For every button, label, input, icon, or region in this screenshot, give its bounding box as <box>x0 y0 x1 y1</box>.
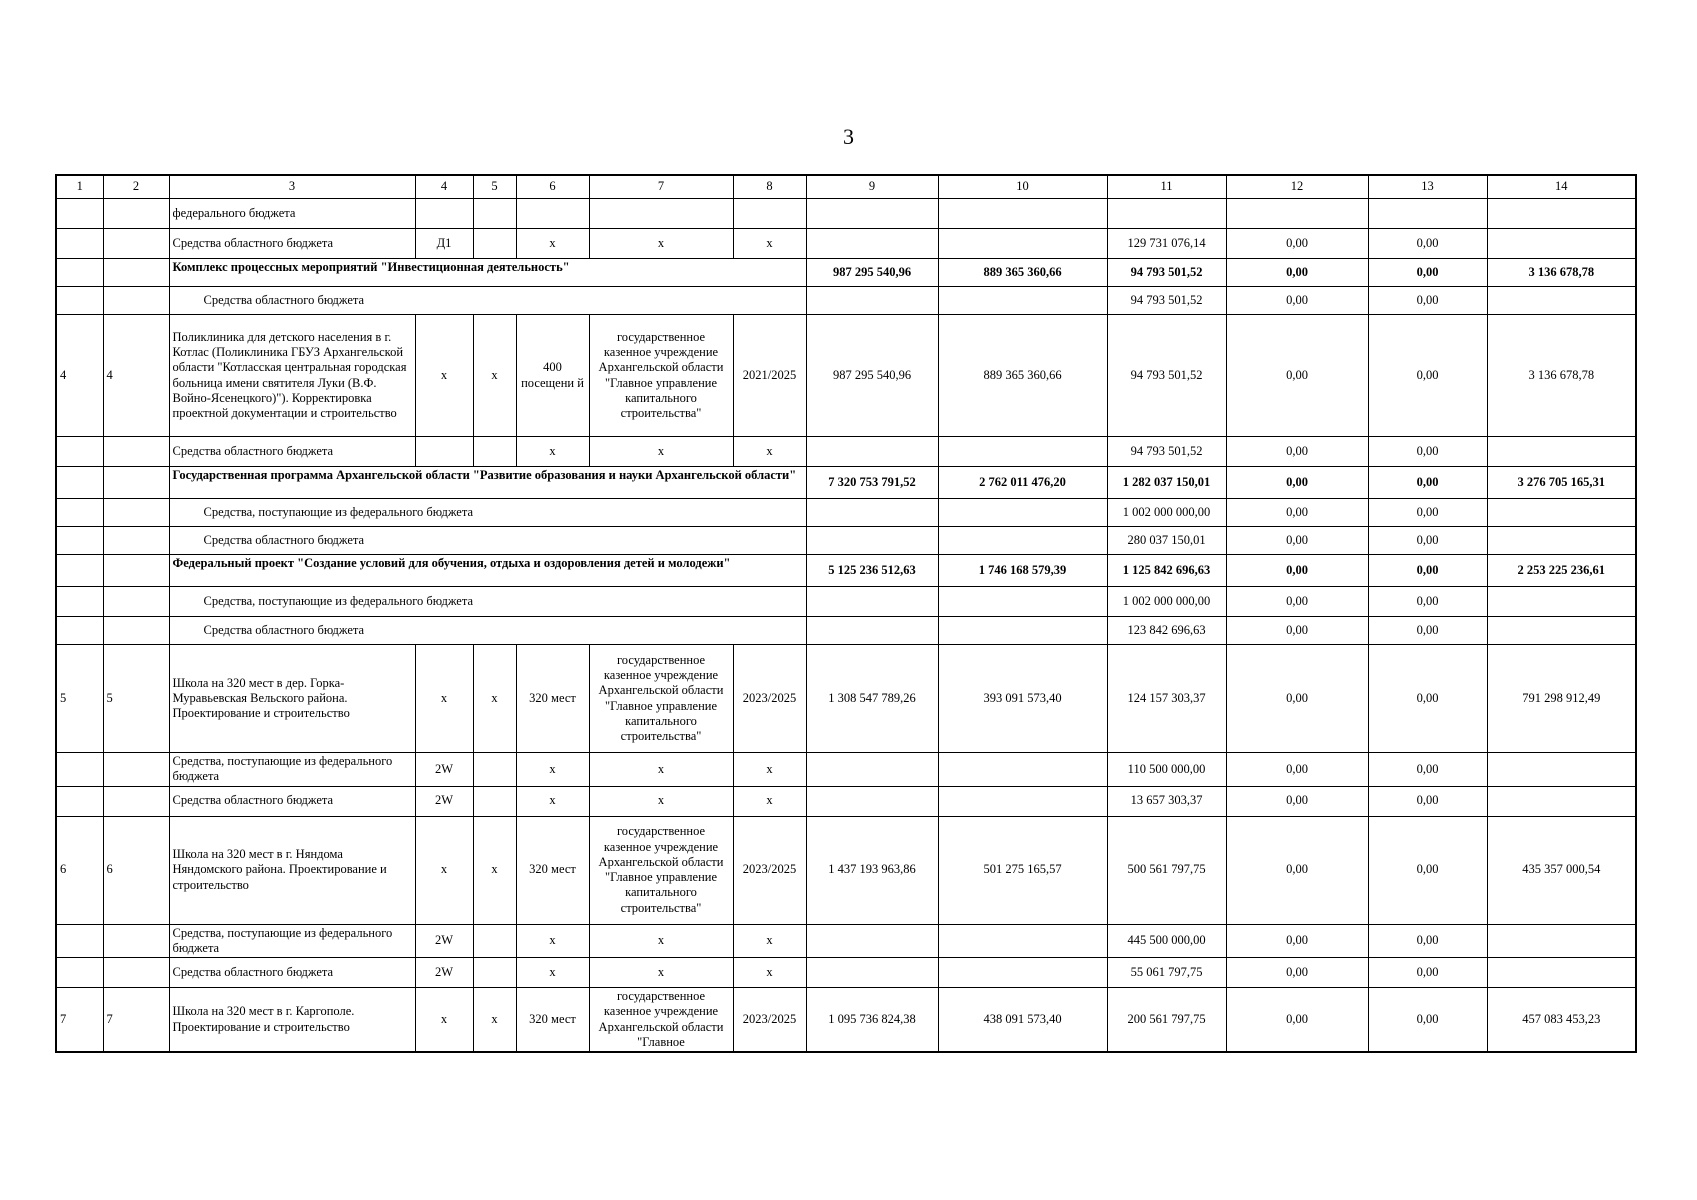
amount-2024: 280 037 150,01 <box>1107 527 1226 555</box>
row-code-cell <box>103 259 169 287</box>
amount-2026: 0,00 <box>1368 988 1487 1053</box>
row-number-cell <box>56 924 103 958</box>
section-title: Государственная программа Архангельской области "Развитие образования и науки Архангельской области" <box>169 467 806 499</box>
code-cell <box>415 437 473 467</box>
period-cell: 2023/2025 <box>733 816 806 924</box>
funding-source-label: Средства областного бюджета <box>169 617 806 645</box>
estimated-cost: 1 308 547 789,26 <box>806 645 938 753</box>
period-cell: х <box>733 437 806 467</box>
amount-2026: 0,00 <box>1368 527 1487 555</box>
mark-cell: х <box>473 988 516 1053</box>
funded-amount: 889 365 360,66 <box>938 315 1107 437</box>
funding-source-label: Средства областного бюджета <box>169 527 806 555</box>
amount-2024: 94 793 501,52 <box>1107 259 1226 287</box>
funded-amount: 438 091 573,40 <box>938 988 1107 1053</box>
amount-2024: 1 002 000 000,00 <box>1107 499 1226 527</box>
column-header-row <box>56 175 1636 199</box>
amount-2026: 0,00 <box>1368 287 1487 315</box>
capacity-cell <box>516 199 589 229</box>
row-number-cell: 5 <box>56 645 103 753</box>
customer-cell: х <box>589 753 733 787</box>
row-code-cell <box>103 924 169 958</box>
object-name: Школа на 320 мест в г. Каргополе. Проектирование и строительство <box>169 988 415 1053</box>
customer-cell: х <box>589 786 733 816</box>
code-cell: х <box>415 315 473 437</box>
amount-2026: 0,00 <box>1368 958 1487 988</box>
row-code-cell: 5 <box>103 645 169 753</box>
remaining-cost <box>1487 617 1636 645</box>
funded-amount: 393 091 573,40 <box>938 645 1107 753</box>
amount-2026: 0,00 <box>1368 924 1487 958</box>
row-code-cell: 4 <box>103 315 169 437</box>
period-cell: х <box>733 924 806 958</box>
row-number-cell <box>56 467 103 499</box>
estimated-cost: 987 295 540,96 <box>806 315 938 437</box>
amount-2024: 500 561 797,75 <box>1107 816 1226 924</box>
amount-2024: 94 793 501,52 <box>1107 315 1226 437</box>
period-cell: х <box>733 786 806 816</box>
capacity-cell: 400 посещени й <box>516 315 589 437</box>
amount-2025: 0,00 <box>1226 753 1368 787</box>
table-row <box>56 587 1636 617</box>
capacity-cell: 320 мест <box>516 988 589 1053</box>
funded-amount <box>938 199 1107 229</box>
page-number: 3 <box>843 124 854 149</box>
customer-cell: х <box>589 958 733 988</box>
remaining-cost <box>1487 229 1636 259</box>
amount-2026: 0,00 <box>1368 786 1487 816</box>
column-header: 9 <box>806 175 938 199</box>
mark-cell <box>473 199 516 229</box>
funded-amount: 1 746 168 579,39 <box>938 555 1107 587</box>
amount-2025: 0,00 <box>1226 527 1368 555</box>
column-header: 2 <box>103 175 169 199</box>
row-number-cell <box>56 958 103 988</box>
funding-source-label: Средства областного бюджета <box>169 437 415 467</box>
capacity-cell: х <box>516 924 589 958</box>
table-row <box>56 645 1636 753</box>
estimated-cost <box>806 786 938 816</box>
amount-2024: 123 842 696,63 <box>1107 617 1226 645</box>
remaining-cost: 2 253 225 236,61 <box>1487 555 1636 587</box>
estimated-cost <box>806 617 938 645</box>
remaining-cost <box>1487 527 1636 555</box>
column-header: 10 <box>938 175 1107 199</box>
period-cell: х <box>733 753 806 787</box>
section-title: Федеральный проект "Создание условий для обучения, отдыха и оздоровления детей и молодежи" <box>169 555 806 587</box>
funded-amount <box>938 229 1107 259</box>
funded-amount <box>938 958 1107 988</box>
code-cell: 2W <box>415 924 473 958</box>
amount-2025: 0,00 <box>1226 437 1368 467</box>
customer-cell: х <box>589 229 733 259</box>
customer-cell: государственное казенное учреждение Архангельской области "Главное управление капитального строительства" <box>589 315 733 437</box>
section-title: Комплекс процессных мероприятий "Инвестиционная деятельность" <box>169 259 806 287</box>
code-cell: х <box>415 816 473 924</box>
table-row <box>56 527 1636 555</box>
code-cell: х <box>415 988 473 1053</box>
amount-2024: 13 657 303,37 <box>1107 786 1226 816</box>
table-row <box>56 437 1636 467</box>
row-number-cell: 4 <box>56 315 103 437</box>
row-code-cell <box>103 958 169 988</box>
amount-2026: 0,00 <box>1368 555 1487 587</box>
amount-2025: 0,00 <box>1226 924 1368 958</box>
amount-2026 <box>1368 199 1487 229</box>
table-row <box>56 229 1636 259</box>
row-code-cell <box>103 527 169 555</box>
row-code-cell <box>103 287 169 315</box>
row-code-cell <box>103 753 169 787</box>
row-number-cell <box>56 555 103 587</box>
amount-2024: 445 500 000,00 <box>1107 924 1226 958</box>
row-number-cell <box>56 437 103 467</box>
amount-2026: 0,00 <box>1368 229 1487 259</box>
remaining-cost: 791 298 912,49 <box>1487 645 1636 753</box>
code-cell <box>415 199 473 229</box>
period-cell: х <box>733 229 806 259</box>
code-cell: 2W <box>415 753 473 787</box>
period-cell: 2023/2025 <box>733 988 806 1053</box>
amount-2025: 0,00 <box>1226 555 1368 587</box>
amount-2025: 0,00 <box>1226 958 1368 988</box>
row-number-cell <box>56 199 103 229</box>
table-row <box>56 786 1636 816</box>
table-row <box>56 617 1636 645</box>
remaining-cost: 435 357 000,54 <box>1487 816 1636 924</box>
amount-2024: 200 561 797,75 <box>1107 988 1226 1053</box>
amount-2025 <box>1226 199 1368 229</box>
customer-cell: государственное казенное учреждение Архангельской области "Главное управление капитального строительства" <box>589 816 733 924</box>
row-number-cell <box>56 753 103 787</box>
amount-2024 <box>1107 199 1226 229</box>
row-code-cell <box>103 786 169 816</box>
amount-2026: 0,00 <box>1368 437 1487 467</box>
table-row <box>56 988 1636 1053</box>
estimated-cost <box>806 527 938 555</box>
funding-source-label: федерального бюджета <box>169 199 415 229</box>
column-header: 5 <box>473 175 516 199</box>
amount-2025: 0,00 <box>1226 645 1368 753</box>
remaining-cost <box>1487 199 1636 229</box>
row-code-cell: 6 <box>103 816 169 924</box>
funding-source-label: Средства областного бюджета <box>169 287 806 315</box>
column-header: 3 <box>169 175 415 199</box>
estimated-cost <box>806 229 938 259</box>
object-name: Школа на 320 мест в г. Няндома Няндомского района. Проектирование и строительство <box>169 816 415 924</box>
remaining-cost <box>1487 753 1636 787</box>
table-row <box>56 499 1636 527</box>
row-number-cell <box>56 259 103 287</box>
mark-cell <box>473 437 516 467</box>
table-row <box>56 259 1636 287</box>
code-cell: 2W <box>415 786 473 816</box>
capacity-cell: х <box>516 753 589 787</box>
customer-cell: х <box>589 924 733 958</box>
funding-source-label: Средства областного бюджета <box>169 786 415 816</box>
mark-cell <box>473 753 516 787</box>
column-header: 13 <box>1368 175 1487 199</box>
table-row <box>56 199 1636 229</box>
table-row <box>56 315 1636 437</box>
amount-2026: 0,00 <box>1368 499 1487 527</box>
amount-2025: 0,00 <box>1226 259 1368 287</box>
estimated-cost <box>806 199 938 229</box>
mark-cell <box>473 924 516 958</box>
funded-amount: 2 762 011 476,20 <box>938 467 1107 499</box>
mark-cell: х <box>473 315 516 437</box>
amount-2025: 0,00 <box>1226 467 1368 499</box>
table-row <box>56 958 1636 988</box>
estimated-cost <box>806 753 938 787</box>
amount-2026: 0,00 <box>1368 816 1487 924</box>
amount-2025: 0,00 <box>1226 988 1368 1053</box>
estimated-cost: 7 320 753 791,52 <box>806 467 938 499</box>
funding-source-label: Средства областного бюджета <box>169 958 415 988</box>
row-code-cell <box>103 499 169 527</box>
row-number-cell <box>56 527 103 555</box>
amount-2024: 124 157 303,37 <box>1107 645 1226 753</box>
mark-cell <box>473 786 516 816</box>
code-cell: Д1 <box>415 229 473 259</box>
row-number-cell <box>56 499 103 527</box>
row-number-cell <box>56 786 103 816</box>
estimated-cost: 987 295 540,96 <box>806 259 938 287</box>
remaining-cost <box>1487 499 1636 527</box>
customer-cell <box>589 199 733 229</box>
amount-2026: 0,00 <box>1368 617 1487 645</box>
amount-2026: 0,00 <box>1368 753 1487 787</box>
amount-2025: 0,00 <box>1226 229 1368 259</box>
row-code-cell <box>103 199 169 229</box>
amount-2025: 0,00 <box>1226 499 1368 527</box>
table-row <box>56 555 1636 587</box>
funding-source-label: Средства областного бюджета <box>169 229 415 259</box>
amount-2025: 0,00 <box>1226 315 1368 437</box>
estimated-cost <box>806 924 938 958</box>
column-header: 14 <box>1487 175 1636 199</box>
mark-cell: х <box>473 816 516 924</box>
row-number-cell <box>56 229 103 259</box>
estimated-cost <box>806 958 938 988</box>
amount-2026: 0,00 <box>1368 467 1487 499</box>
row-code-cell: 7 <box>103 988 169 1053</box>
row-code-cell <box>103 437 169 467</box>
mark-cell: х <box>473 645 516 753</box>
row-number-cell <box>56 587 103 617</box>
remaining-cost: 457 083 453,23 <box>1487 988 1636 1053</box>
amount-2025: 0,00 <box>1226 816 1368 924</box>
column-header: 8 <box>733 175 806 199</box>
funded-amount <box>938 587 1107 617</box>
estimated-cost: 5 125 236 512,63 <box>806 555 938 587</box>
estimated-cost: 1 437 193 963,86 <box>806 816 938 924</box>
remaining-cost <box>1487 958 1636 988</box>
row-number-cell <box>56 287 103 315</box>
funding-source-label: Средства, поступающие из федерального бюджета <box>169 499 806 527</box>
column-header: 1 <box>56 175 103 199</box>
mark-cell <box>473 958 516 988</box>
amount-2024: 110 500 000,00 <box>1107 753 1226 787</box>
code-cell: 2W <box>415 958 473 988</box>
column-header: 11 <box>1107 175 1226 199</box>
amount-2026: 0,00 <box>1368 315 1487 437</box>
remaining-cost <box>1487 786 1636 816</box>
estimated-cost <box>806 437 938 467</box>
amount-2024: 55 061 797,75 <box>1107 958 1226 988</box>
table-row <box>56 467 1636 499</box>
period-cell: 2021/2025 <box>733 315 806 437</box>
amount-2025: 0,00 <box>1226 786 1368 816</box>
row-number-cell <box>56 617 103 645</box>
estimated-cost: 1 095 736 824,38 <box>806 988 938 1053</box>
amount-2024: 94 793 501,52 <box>1107 437 1226 467</box>
capacity-cell: 320 мест <box>516 816 589 924</box>
table-row <box>56 924 1636 958</box>
capacity-cell: х <box>516 958 589 988</box>
funded-amount <box>938 499 1107 527</box>
mark-cell <box>473 229 516 259</box>
remaining-cost: 3 136 678,78 <box>1487 315 1636 437</box>
column-header: 4 <box>415 175 473 199</box>
customer-cell: х <box>589 437 733 467</box>
column-header: 12 <box>1226 175 1368 199</box>
customer-cell: государственное казенное учреждение Архангельской области "Главное <box>589 988 733 1053</box>
object-name: Поликлиника для детского населения в г. Котлас (Поликлиника ГБУЗ Архангельской области "Котласская центральная городская больница имени святителя Луки (В.Ф. Войно-Ясенецкого)"). Корректировка проектной документации и строительство <box>169 315 415 437</box>
column-header: 7 <box>589 175 733 199</box>
remaining-cost: 3 276 705 165,31 <box>1487 467 1636 499</box>
object-name: Школа на 320 мест в дер. Горка-Муравьевская Вельского района. Проектирование и строительство <box>169 645 415 753</box>
row-code-cell <box>103 555 169 587</box>
funded-amount <box>938 617 1107 645</box>
row-number-cell: 6 <box>56 816 103 924</box>
funding-source-label: Средства, поступающие из федерального бюджета <box>169 587 806 617</box>
estimated-cost <box>806 587 938 617</box>
capacity-cell: 320 мест <box>516 645 589 753</box>
funded-amount <box>938 786 1107 816</box>
funded-amount <box>938 924 1107 958</box>
capacity-cell: х <box>516 229 589 259</box>
amount-2024: 94 793 501,52 <box>1107 287 1226 315</box>
remaining-cost <box>1487 287 1636 315</box>
remaining-cost <box>1487 924 1636 958</box>
row-code-cell <box>103 229 169 259</box>
estimated-cost <box>806 287 938 315</box>
row-code-cell <box>103 587 169 617</box>
row-number-cell: 7 <box>56 988 103 1053</box>
amount-2024: 1 002 000 000,00 <box>1107 587 1226 617</box>
amount-2024: 1 125 842 696,63 <box>1107 555 1226 587</box>
amount-2024: 129 731 076,14 <box>1107 229 1226 259</box>
amount-2024: 1 282 037 150,01 <box>1107 467 1226 499</box>
remaining-cost: 3 136 678,78 <box>1487 259 1636 287</box>
column-header: 6 <box>516 175 589 199</box>
funded-amount: 501 275 165,57 <box>938 816 1107 924</box>
row-code-cell <box>103 617 169 645</box>
amount-2026: 0,00 <box>1368 645 1487 753</box>
capacity-cell: х <box>516 437 589 467</box>
estimated-cost <box>806 499 938 527</box>
table-row <box>56 753 1636 787</box>
row-code-cell <box>103 467 169 499</box>
table-row <box>56 287 1636 315</box>
funded-amount: 889 365 360,66 <box>938 259 1107 287</box>
period-cell: 2023/2025 <box>733 645 806 753</box>
remaining-cost <box>1487 587 1636 617</box>
capacity-cell: х <box>516 786 589 816</box>
period-cell: х <box>733 958 806 988</box>
remaining-cost <box>1487 437 1636 467</box>
funded-amount <box>938 287 1107 315</box>
funded-amount <box>938 437 1107 467</box>
funding-source-label: Средства, поступающие из федерального бюджета <box>169 753 415 787</box>
code-cell: х <box>415 645 473 753</box>
funding-source-label: Средства, поступающие из федерального бюджета <box>169 924 415 958</box>
amount-2025: 0,00 <box>1226 617 1368 645</box>
amount-2025: 0,00 <box>1226 287 1368 315</box>
period-cell <box>733 199 806 229</box>
amount-2025: 0,00 <box>1226 587 1368 617</box>
funded-amount <box>938 753 1107 787</box>
budget-table <box>55 174 1637 1053</box>
funded-amount <box>938 527 1107 555</box>
amount-2026: 0,00 <box>1368 587 1487 617</box>
table-row <box>56 816 1636 924</box>
customer-cell: государственное казенное учреждение Архангельской области "Главное управление капитального строительства" <box>589 645 733 753</box>
amount-2026: 0,00 <box>1368 259 1487 287</box>
